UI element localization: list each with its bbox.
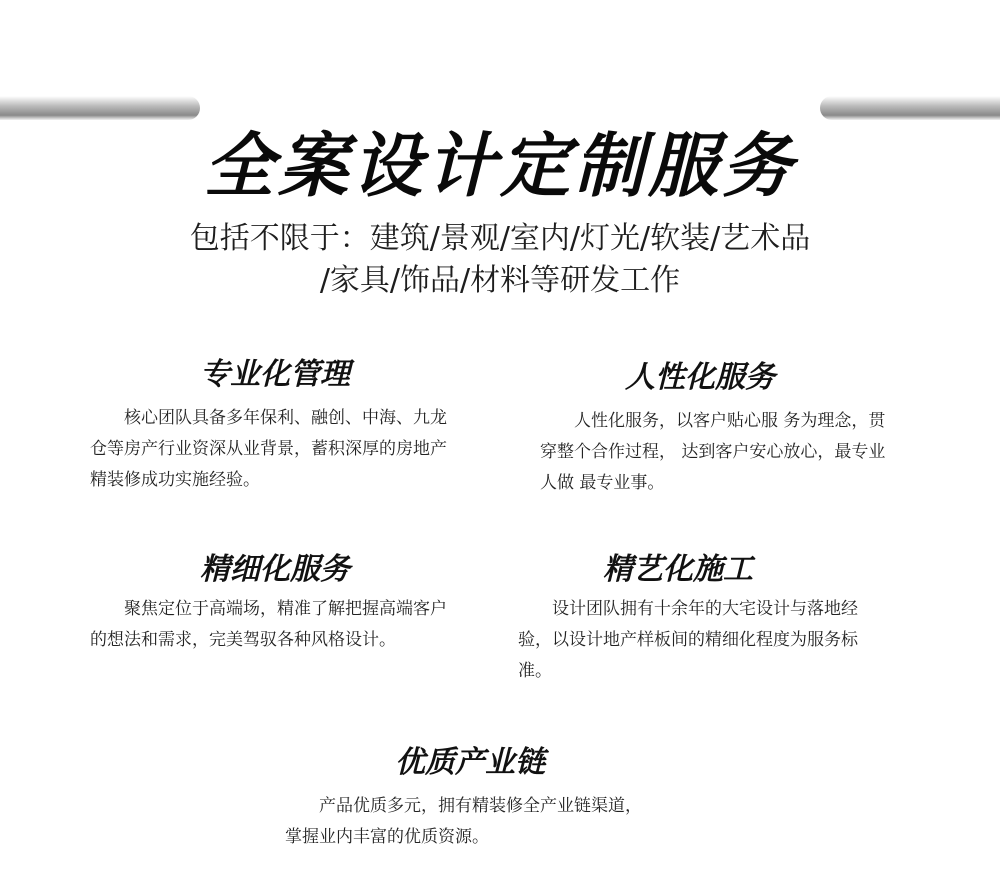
- section-professional-management: [90, 355, 460, 496]
- section-title: 优质产业链: [395, 745, 545, 780]
- section-body: 设计团队拥有十余年的大宅设计与落地经验，以设计地产样板间的精细化程度为服务标准。: [518, 599, 858, 681]
- title-banner-left-bar: [0, 96, 200, 120]
- section-title: 精细化服务: [200, 552, 350, 587]
- section-refined-construction: [518, 550, 878, 687]
- section-title: 人性化服务: [625, 360, 775, 395]
- section-body: 人性化服务，以客户贴心服 务为理念，贯穿整个合作过程， 达到客户安心放心，最专业人做 最专业事。: [540, 411, 886, 493]
- section-quality-supply-chain: [285, 743, 645, 853]
- subtitle-line-2: /家具/饰品/材料等研发工作: [319, 263, 681, 298]
- title-banner-right-bar: [820, 96, 1000, 120]
- page-subtitle: [100, 218, 900, 302]
- page-title: 全案设计定制服务: [204, 124, 796, 207]
- section-body: 聚焦定位于高端场，精准了解把握高端客户的想法和需求，完美驾驭各种风格设计。: [90, 599, 447, 650]
- subtitle-line-1: 包括不限于：建筑/景观/室内/灯光/软装/艺术品: [189, 221, 811, 256]
- section-humanized-service: [540, 358, 890, 499]
- section-refined-service: [90, 550, 460, 656]
- section-body: 核心团队具备多年保利、融创、中海、九龙仓等房产行业资深从业背景，蓄积深厚的房地产精装修成功实施经验。: [90, 408, 447, 490]
- section-title: 专业化管理: [200, 357, 350, 392]
- section-body: 产品优质多元，拥有精装修全产业链渠道，掌握业内丰富的优质资源。: [285, 796, 642, 847]
- section-title: 精艺化施工: [603, 552, 753, 587]
